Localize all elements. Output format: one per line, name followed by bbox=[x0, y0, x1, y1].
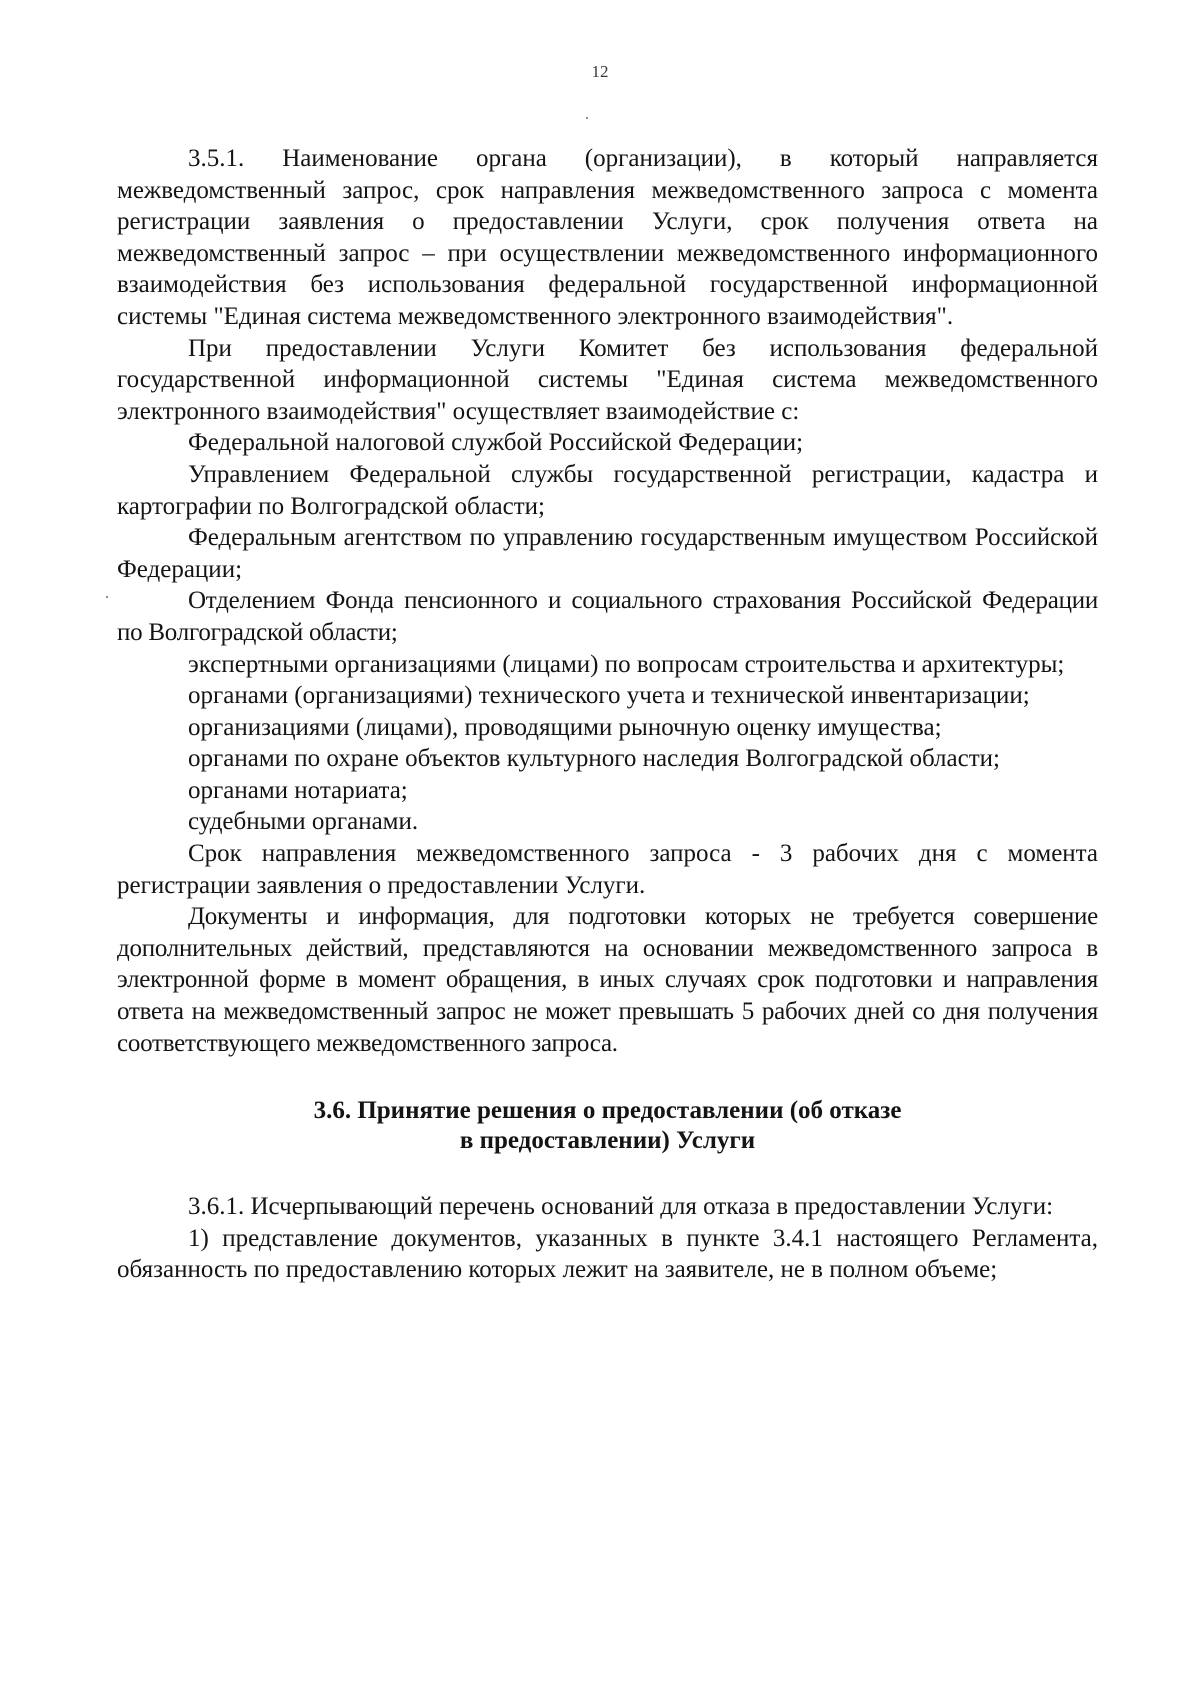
section-heading-line: в предоставлении) Услуги bbox=[459, 1127, 756, 1155]
section-heading-3-6 bbox=[117, 1096, 1098, 1156]
page-number: 12 bbox=[591, 62, 609, 81]
paragraph-list-item: Отделением Фонда пенсионного и социального страхования Российской Федерации по Волгоградской области; bbox=[117, 587, 1098, 646]
paragraph-refusal-ground-1: 1) представление документов, указанных в пункте 3.4.1 настоящего Регламента, обязанность по предоставлению которых лежит на заявителе, не в полном объеме; bbox=[117, 1224, 1098, 1284]
document-body bbox=[117, 143, 1098, 1286]
paragraph-list-item: экспертными организациями (лицами) по вопросам строительства и архитектуры; bbox=[188, 650, 1065, 678]
paragraph-interaction-intro: При предоставлении Услуги Комитет без использования федеральной государственной информационной системы "Единая система межведомственного электронного взаимодействия" осуществляет взаимодействие с: bbox=[117, 334, 1098, 425]
paragraph-3-6-1: 3.6.1. Исчерпывающий перечень оснований для отказа в предоставлении Услуги: bbox=[188, 1193, 1054, 1221]
paragraph-list-item: судебными органами. bbox=[188, 808, 419, 836]
paragraph-list-item: органами по охране объектов культурного наследия Волгоградской области; bbox=[188, 745, 1000, 773]
paragraph-list-item: Федеральным агентством по управлению государственным имуществом Российской Федерации; bbox=[117, 524, 1098, 583]
scan-speck bbox=[586, 117, 588, 119]
paragraph-list-item: органами (организациями) технического учета и технической инвентаризации; bbox=[188, 682, 1030, 710]
paragraph-list-item: организациями (лицами), проводящими рыночную оценку имущества; bbox=[188, 713, 942, 741]
paragraph-documents-info: Документы и информация, для подготовки которых не требуется совершение дополнительных действий, представляются на основании межведомственного запроса в электронной форме в момент обращения, в иных случаях срок подготовки и направления ответа на межведомственный запрос не может превышать 5 рабочих дней со дня получения соответствующего межведомственного запроса. bbox=[117, 903, 1098, 1057]
paragraph-list-item: Федеральной налоговой службой Российской Федерации; bbox=[188, 429, 804, 457]
paragraph-3-5-1: 3.5.1. Наименование органа (организации), в который направляется межведомственный запрос, срок направления межведомственного запроса с момента регистрации заявления о предоставлении Услуги, срок получения ответа на межведомственный запрос – при осуществлении межведомственного информационного взаимодействия без использования федеральной государственной информационной системы "Единая система межведомственного электронного взаимодействия". bbox=[117, 145, 1098, 330]
paragraph-request-deadline: Срок направления межведомственного запроса - 3 рабочих дня с момента регистрации заявления о предоставлении Услуги. bbox=[117, 840, 1098, 899]
section-heading-line: 3.6. Принятие решения о предоставлении (об отказе bbox=[313, 1097, 902, 1125]
paragraph-list-item: органами нотариата; bbox=[188, 776, 408, 804]
scan-speck bbox=[106, 596, 108, 598]
paragraph-list-item: Управлением Федеральной службы государственной регистрации, кадастра и картографии по Волгоградской области; bbox=[117, 460, 1098, 520]
